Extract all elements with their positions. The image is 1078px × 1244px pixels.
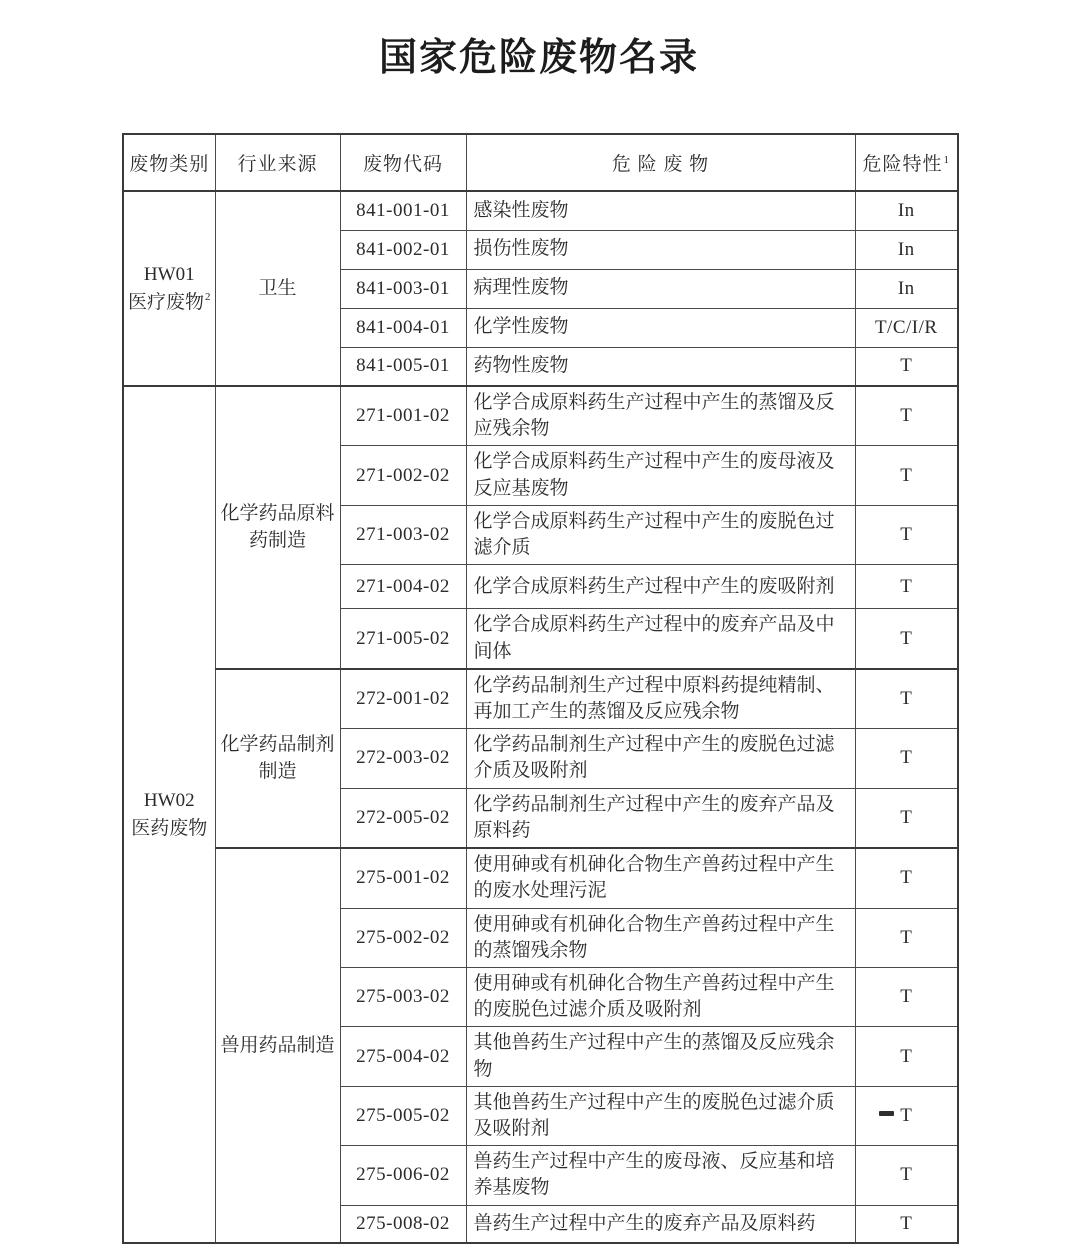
hazard-characteristic: T: [855, 908, 958, 967]
hazard-characteristic: In: [855, 230, 958, 269]
waste-description: 化学性废物: [466, 308, 855, 347]
waste-description: 损伤性废物: [466, 230, 855, 269]
waste-description: 使用砷或有机砷化合物生产兽药过程中产生的废脱色过滤介质及吸附剂: [466, 967, 855, 1026]
waste-description: 化学合成原料药生产过程中产生的废母液及反应基废物: [466, 446, 855, 505]
waste-description: 病理性废物: [466, 269, 855, 308]
category-name: 医药废物: [131, 817, 208, 839]
category-code: HW01: [143, 263, 195, 285]
waste-code: 272-005-02: [340, 788, 466, 848]
industry-cell-weisheng: 卫生: [215, 191, 340, 386]
waste-description: 兽药生产过程中产生的废弃产品及原料药: [466, 1205, 855, 1243]
waste-code: 272-001-02: [340, 669, 466, 729]
waste-description: 化学药品制剂生产过程中产生的废弃产品及原料药: [466, 788, 855, 848]
hazard-characteristic: T: [855, 565, 958, 609]
waste-description: 感染性废物: [466, 191, 855, 230]
waste-code: 275-002-02: [340, 908, 466, 967]
hazard-characteristic: T: [855, 967, 958, 1026]
category-name-text: 医疗废物: [127, 291, 204, 313]
waste-description: 化学合成原料药生产过程中产生的废吸附剂: [466, 565, 855, 609]
waste-description: 化学合成原料药生产过程中产生的蒸馏及反应残余物: [466, 386, 855, 446]
waste-code: 271-004-02: [340, 565, 466, 609]
waste-code: 841-004-01: [340, 308, 466, 347]
waste-code: 271-005-02: [340, 609, 466, 669]
waste-description: 化学合成原料药生产过程中的废弃产品及中间体: [466, 609, 855, 669]
header-waste-category: 废物类别: [123, 134, 215, 191]
hazard-characteristic: T: [855, 1146, 958, 1205]
category-cell-hw01: [123, 191, 215, 386]
footnote-ref-2: 2: [205, 291, 211, 304]
page-title: 国家危险废物名录: [378, 37, 699, 79]
industry-cell-raw-material: 化学药品原料药制造: [215, 386, 340, 669]
waste-code: 841-005-01: [340, 347, 466, 386]
header-industry-source: 行业来源: [215, 134, 340, 191]
hazard-characteristic: T: [855, 446, 958, 505]
waste-description: 药物性废物: [466, 347, 855, 386]
waste-description: 其他兽药生产过程中产生的废脱色过滤介质及吸附剂: [466, 1086, 855, 1145]
footnote-ref-1: 1: [943, 153, 950, 166]
header-hazard-characteristic-label: 危险特性: [862, 154, 943, 175]
hazard-characteristic: T: [855, 729, 958, 788]
waste-code: 271-003-02: [340, 505, 466, 564]
waste-description: 使用砷或有机砷化合物生产兽药过程中产生的废水处理污泥: [466, 848, 855, 908]
waste-description: 化学合成原料药生产过程中产生的废脱色过滤介质: [466, 505, 855, 564]
hazard-characteristic: T: [855, 1205, 958, 1243]
waste-code: 275-001-02: [340, 848, 466, 908]
hazard-characteristic: T: [855, 386, 958, 446]
waste-code: 271-001-02: [340, 386, 466, 446]
waste-code: 271-002-02: [340, 446, 466, 505]
header-hazard-characteristic: [855, 134, 958, 191]
industry-cell-preparations: 化学药品制剂制造: [215, 669, 340, 848]
hazard-characteristic: T: [855, 347, 958, 386]
industry-cell-veterinary: 兽用药品制造: [215, 848, 340, 1243]
category-cell-hw02: [123, 386, 215, 1243]
waste-description: 化学药品制剂生产过程中原料药提纯精制、再加工产生的蒸馏及反应残余物: [466, 669, 855, 729]
waste-description: 其他兽药生产过程中产生的蒸馏及反应残余物: [466, 1027, 855, 1086]
header-hazardous-waste: 危 险 废 物: [466, 134, 855, 191]
hazardous-waste-table: [122, 133, 959, 1244]
hazard-characteristic: T/C/I/R: [855, 308, 958, 347]
category-code: HW02: [143, 790, 195, 812]
header-waste-code: 废物代码: [340, 134, 466, 191]
table-row: [123, 848, 958, 908]
table-header-row: [123, 134, 958, 191]
waste-code: 841-001-01: [340, 191, 466, 230]
waste-code: 841-002-01: [340, 230, 466, 269]
waste-code: 275-004-02: [340, 1027, 466, 1086]
hazard-characteristic: T: [855, 609, 958, 669]
hazard-characteristic: In: [855, 191, 958, 230]
table-row: [123, 669, 958, 729]
table-row: [123, 191, 958, 230]
waste-code: 275-008-02: [340, 1205, 466, 1243]
waste-code: 272-003-02: [340, 729, 466, 788]
waste-code: 275-005-02: [340, 1086, 466, 1145]
hazard-characteristic: T: [855, 1086, 958, 1145]
hazard-characteristic: T: [855, 848, 958, 908]
hazard-characteristic: T: [855, 669, 958, 729]
hazard-characteristic: In: [855, 269, 958, 308]
hazard-characteristic: T: [855, 505, 958, 564]
table-row: [123, 386, 958, 446]
waste-description: 使用砷或有机砷化合物生产兽药过程中产生的蒸馏残余物: [466, 908, 855, 967]
waste-code: 275-006-02: [340, 1146, 466, 1205]
hazard-characteristic: T: [855, 788, 958, 848]
waste-description: 兽药生产过程中产生的废母液、反应基和培养基废物: [466, 1146, 855, 1205]
category-name: [126, 289, 213, 317]
waste-description: 化学药品制剂生产过程中产生的废脱色过滤介质及吸附剂: [466, 729, 855, 788]
waste-code: 275-003-02: [340, 967, 466, 1026]
waste-code: 841-003-01: [340, 269, 466, 308]
page-number-partial: [879, 1111, 894, 1116]
hazard-characteristic: T: [855, 1027, 958, 1086]
